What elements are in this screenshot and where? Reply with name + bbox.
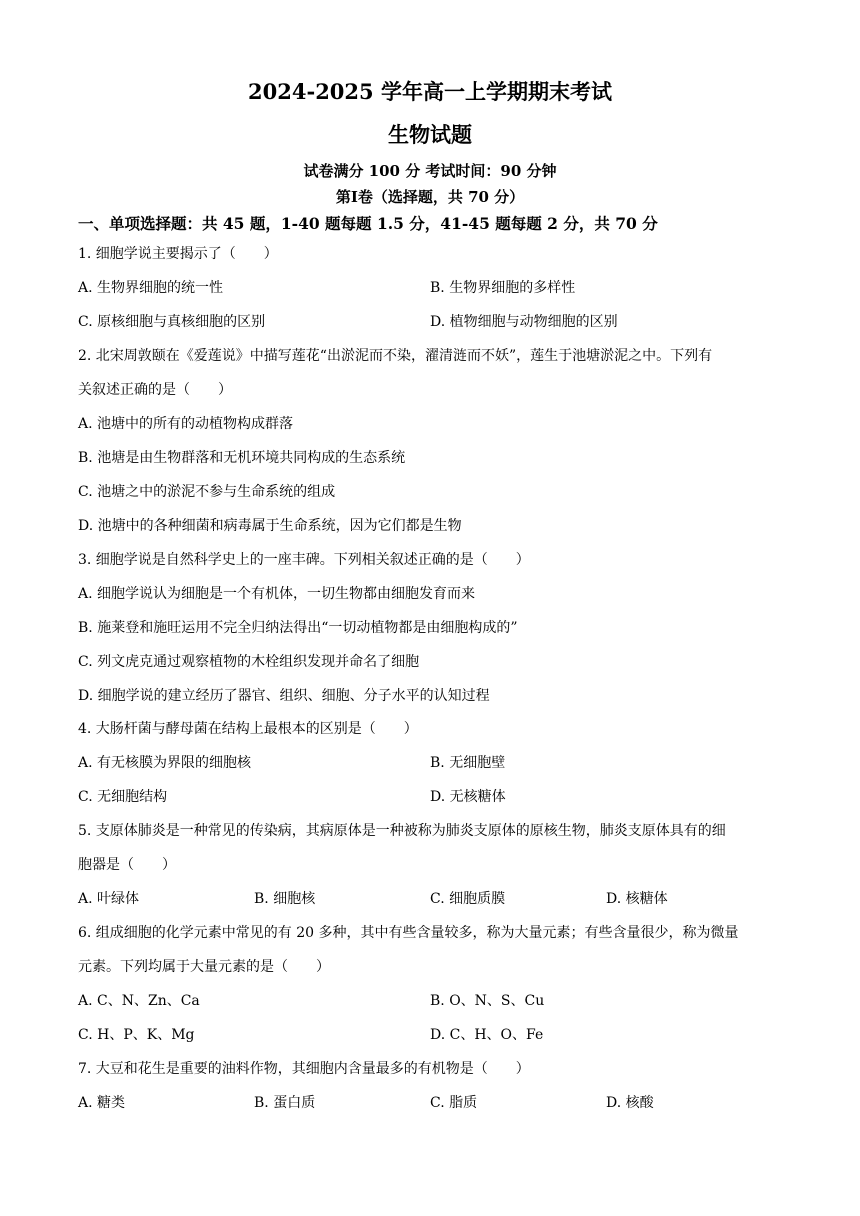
q5-option-b: B. 细胞核 — [254, 891, 316, 907]
part-heading: 第Ⅰ卷（选择题，共 70 分） — [335, 188, 525, 206]
q5-option-d: D. 核糖体 — [606, 891, 668, 907]
q3-option-d: D. 细胞学说的建立经历了器官、组织、细胞、分子水平的认知过程 — [78, 688, 490, 704]
question-5-stem-line-2: 胞器是（ ） — [78, 857, 176, 873]
q3-option-b: B. 施莱登和施旺运用不完全归纳法得出“一切动植物都是由细胞构成的” — [78, 620, 518, 636]
q5-option-a: A. 叶绿体 — [78, 891, 140, 907]
q1-option-b: B. 生物界细胞的多样性 — [430, 280, 576, 296]
q7-option-d: D. 核酸 — [606, 1095, 654, 1111]
q6-option-a: A. C、N、Zn、Ca — [78, 993, 200, 1009]
q7-option-a: A. 糖类 — [78, 1095, 126, 1111]
question-4-stem: 4. 大肠杆菌与酵母菌在结构上最根本的区别是（ ） — [78, 721, 418, 737]
subject-title: 生物试题 — [388, 122, 472, 147]
question-2-stem-line-1: 2. 北宋周敦颐在《爱莲说》中描写莲花“出淤泥而不染，濯清涟而不妖”，莲生于池塘淤泥之中。下列有 — [78, 348, 713, 364]
q5-option-c: C. 细胞质膜 — [430, 891, 506, 907]
q6-option-b: B. O、N、S、Cu — [430, 993, 545, 1009]
q2-option-b: B. 池塘是由生物群落和无机环境共同构成的生态系统 — [78, 450, 406, 466]
q1-option-c: C. 原核细胞与真核细胞的区别 — [78, 314, 266, 330]
question-3-stem: 3. 细胞学说是自然科学史上的一座丰碑。下列相关叙述正确的是（ ） — [78, 552, 530, 568]
q2-option-a: A. 池塘中的所有的动植物构成群落 — [78, 416, 294, 432]
q2-option-d: D. 池塘中的各种细菌和病毒属于生命系统，因为它们都是生物 — [78, 518, 462, 534]
q7-option-b: B. 蛋白质 — [254, 1095, 316, 1111]
question-6-stem-line-1: 6. 组成细胞的化学元素中常见的有 20 多种，其中有些含量较多，称为大量元素；有些含量很少，称为微量 — [78, 925, 739, 941]
question-5-stem-line-1: 5. 支原体肺炎是一种常见的传染病，其病原体是一种被称为肺炎支原体的原核生物，肺炎支原体具有的细 — [78, 823, 726, 839]
question-2-stem-line-2: 关叙述正确的是（ ） — [78, 382, 232, 398]
q1-option-d: D. 植物细胞与动物细胞的区别 — [430, 314, 618, 330]
q3-option-a: A. 细胞学说认为细胞是一个有机体，一切生物都由细胞发育而来 — [78, 586, 476, 602]
q6-option-d: D. C、H、O、Fe — [430, 1027, 544, 1043]
q3-option-c: C. 列文虎克通过观察植物的木栓组织发现并命名了细胞 — [78, 654, 420, 670]
exam-title: 2024-2025 学年高一上学期期末考试 — [248, 79, 612, 104]
q1-option-a: A. 生物界细胞的统一性 — [78, 280, 224, 296]
question-7-stem: 7. 大豆和花生是重要的油料作物，其细胞内含量最多的有机物是（ ） — [78, 1061, 530, 1077]
q4-option-c: C. 无细胞结构 — [78, 789, 168, 805]
section-heading: 一、单项选择题：共 45 题，1-40 题每题 1.5 分，41-45 题每题 2 分，共 70 分 — [78, 214, 658, 233]
q2-option-c: C. 池塘之中的淤泥不参与生命系统的组成 — [78, 484, 336, 500]
q7-option-c: C. 脂质 — [430, 1095, 478, 1111]
q4-option-a: A. 有无核膜为界限的细胞核 — [78, 755, 252, 771]
exam-info: 试卷满分 100 分 考试时间：90 分钟 — [303, 162, 557, 180]
question-6-stem-line-2: 元素。下列均属于大量元素的是（ ） — [78, 959, 330, 975]
q4-option-d: D. 无核糖体 — [430, 789, 506, 805]
q4-option-b: B. 无细胞壁 — [430, 755, 506, 771]
q6-option-c: C. H、P、K、Mg — [78, 1027, 195, 1043]
question-1-stem: 1. 细胞学说主要揭示了（ ） — [78, 246, 278, 262]
